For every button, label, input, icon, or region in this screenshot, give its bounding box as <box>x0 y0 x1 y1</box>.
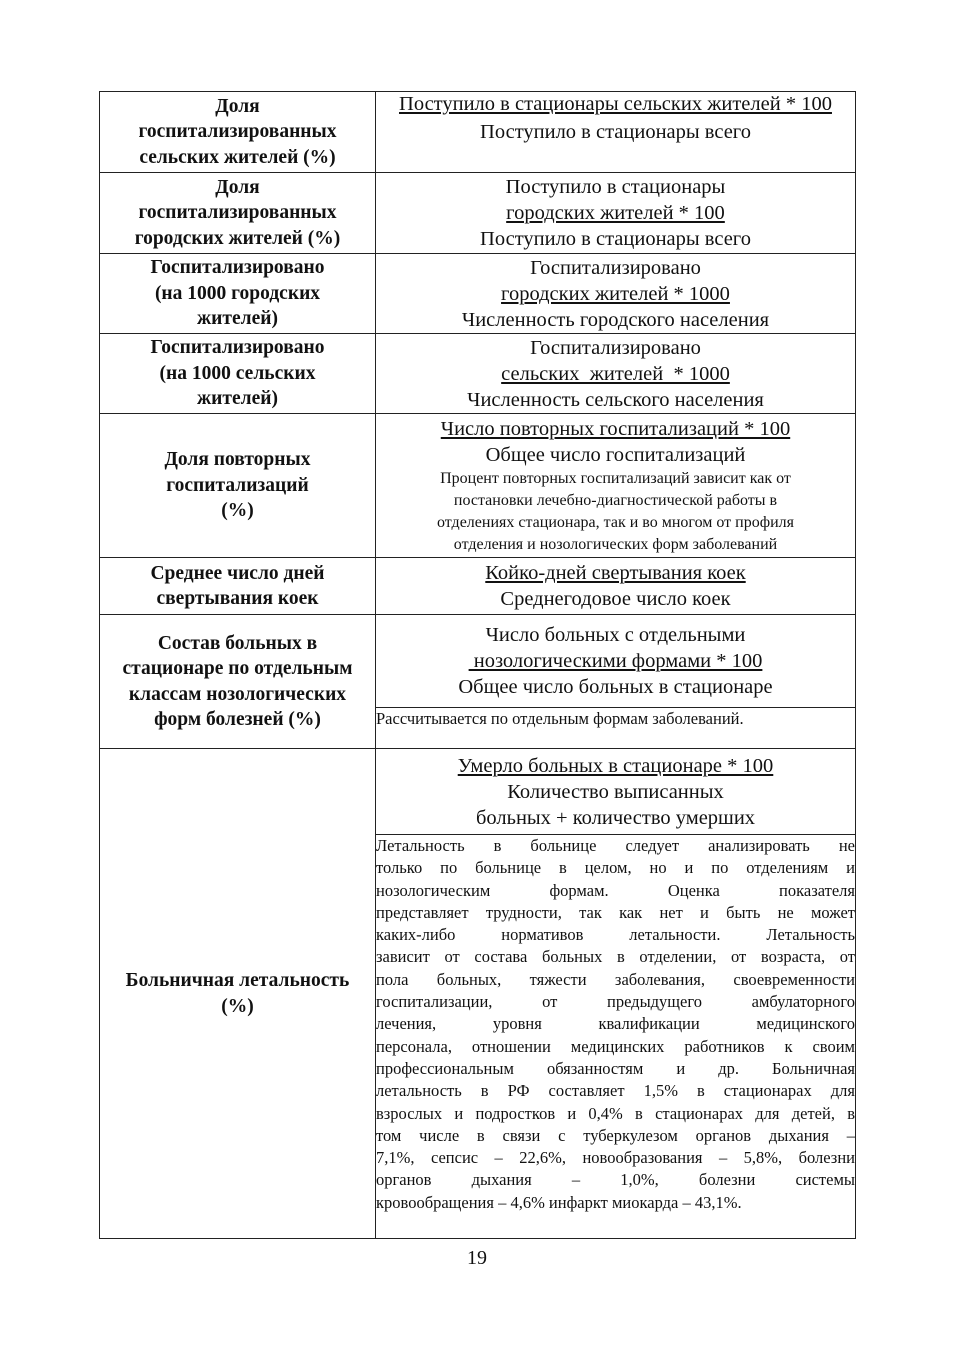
row-label <box>100 414 376 558</box>
formula-note-line: отделения и нозологических форм заболеваний <box>453 535 778 553</box>
label-line: Доля <box>215 176 260 198</box>
formula-numerator: Число повторных госпитализаций * 100 <box>440 417 791 440</box>
note-line: только по больнице в целом, но и по отделениям и <box>376 858 855 878</box>
formula-pre: Госпитализировано <box>530 256 701 279</box>
table-row <box>100 414 856 558</box>
page-number: 19 <box>467 1247 487 1269</box>
row-label <box>100 749 376 1239</box>
formula-note-line: постановки лечебно-диагностической работы в <box>453 491 778 509</box>
formula-cell <box>376 254 856 334</box>
formula-denominator: Общее число больных в стационаре <box>458 676 773 698</box>
note-line: взрослых и подростков и 0,4% в стационарах для детей, в <box>376 1103 855 1123</box>
label-line: госпитализаций <box>166 474 309 496</box>
indicator-table <box>99 91 856 1239</box>
formula-pre: Госпитализировано <box>530 336 701 359</box>
formula-cell <box>376 749 856 835</box>
formula-pre: Число больных с отдельными <box>485 624 746 646</box>
label-line: форм болезней (%) <box>154 709 321 730</box>
note-line: 7,1%, сепсис – 22,6%, новообразования – 5,8%, болезни <box>376 1148 855 1168</box>
label-line: свертывания коек <box>156 588 319 609</box>
formula-cell <box>376 615 856 708</box>
row-label <box>100 334 376 414</box>
formula-denominator: Количество выписанных <box>507 780 724 803</box>
label-line: госпитализированных <box>138 202 337 224</box>
label-line: (на 1000 городских <box>154 282 321 304</box>
row-label <box>100 615 376 749</box>
table-row <box>100 254 856 334</box>
formula-note-line: Процент повторных госпитализаций зависит как от <box>440 469 791 487</box>
formula-numerator: городских жителей * 100 <box>506 202 725 224</box>
formula-cell <box>376 334 856 414</box>
formula-denominator: Численность сельского населения <box>467 388 764 411</box>
formula-numerator: сельских жителей * 1000 <box>501 362 730 385</box>
row-label <box>100 254 376 334</box>
row-label <box>100 92 376 173</box>
table-row <box>100 558 856 615</box>
formula-cell <box>376 414 856 558</box>
formula-numerator: нозологическими формами * 100 <box>468 650 763 672</box>
formula-note-line: отделениях стационара, так и во многом от профиля <box>436 513 795 531</box>
formula-numerator: городских жителей * 1000 <box>501 282 730 305</box>
formula-cell <box>376 173 856 254</box>
table-row <box>100 615 856 708</box>
label-line: жителей) <box>197 388 278 410</box>
table-row <box>100 334 856 414</box>
formula-cell <box>376 92 856 173</box>
formula-note: Рассчитывается по отдельным формам заболеваний. <box>376 708 856 749</box>
table-row <box>100 173 856 254</box>
label-line: Состав больных в <box>157 632 318 654</box>
label-line: сельских жителей (%) <box>139 146 336 168</box>
label-line: (на 1000 сельских <box>159 362 316 384</box>
note-line: нозологическим формам. Оценка показателя <box>376 880 855 900</box>
label-line: (%) <box>221 500 254 522</box>
formula-pre: Поступило в стационары <box>505 176 726 198</box>
row-label <box>100 173 376 254</box>
note-line: кровообращения – 4,6% инфаркт миокарда – 43,1%. <box>376 1192 742 1212</box>
label-line: Среднее число дней <box>150 562 325 584</box>
mortality-note <box>376 835 856 1239</box>
note-line: летальность в РФ составляет 1,5% в стационарах для <box>376 1081 855 1101</box>
formula-denominator: Численность городского населения <box>461 308 770 331</box>
formula-denominator: Поступило в стационары всего <box>480 121 751 143</box>
row-label <box>100 558 376 615</box>
formula-numerator: Поступило в стационары сельских жителей * 100 <box>399 93 832 115</box>
note-line: профессиональным обязанностям и др. Больничная <box>376 1058 855 1078</box>
label-line: городских жителей (%) <box>134 227 341 249</box>
note-line: представляет трудности, так как нет и быть не может <box>376 902 855 922</box>
table-row <box>100 749 856 835</box>
formula-denominator: Поступило в стационары всего <box>480 228 751 250</box>
note-line: зависит от состава больных в отделении, от возраста, от <box>376 947 855 967</box>
note-line: лечения, уровня квалификации медицинского <box>376 1014 855 1034</box>
label-line: (%) <box>221 995 254 1017</box>
label-line: Госпитализировано <box>150 337 325 359</box>
label-line: Доля <box>215 95 260 117</box>
note-line: Летальность в больнице следует анализировать не <box>376 836 855 855</box>
label-line: Больничная летальность <box>125 970 350 991</box>
formula-numerator: Умерло больных в стационаре * 100 <box>457 754 774 777</box>
note-line: том числе в связи с туберкулезом органов дыхания – <box>376 1125 855 1145</box>
note-line: каких-либо нормативов летальности. Летальность <box>376 925 855 945</box>
formula-cell <box>376 558 856 615</box>
label-line: стационаре по отдельным <box>122 658 353 679</box>
note-line: пола больных, тяжести заболевания, своевременности <box>376 969 855 989</box>
label-line: госпитализированных <box>138 121 337 143</box>
table-row <box>100 92 856 173</box>
note-line: госпитализации, от предыдущего амбулаторного <box>376 992 855 1012</box>
note-line: персонала, отношении медицинских работников к своим <box>376 1036 855 1056</box>
formula-denominator: Среднегодовое число коек <box>500 588 731 610</box>
formula-denominator: больных + количество умерших <box>475 806 756 829</box>
note-line: органов дыхания – 1,0%, болезни системы <box>376 1170 855 1190</box>
label-line: Доля повторных <box>164 449 311 471</box>
formula-denominator: Общее число госпитализаций <box>485 443 746 466</box>
label-line: классам нозологических <box>128 683 347 705</box>
label-line: жителей) <box>197 308 278 330</box>
label-line: Госпитализировано <box>150 257 325 279</box>
formula-numerator: Койко-дней свертывания коек <box>485 562 746 584</box>
